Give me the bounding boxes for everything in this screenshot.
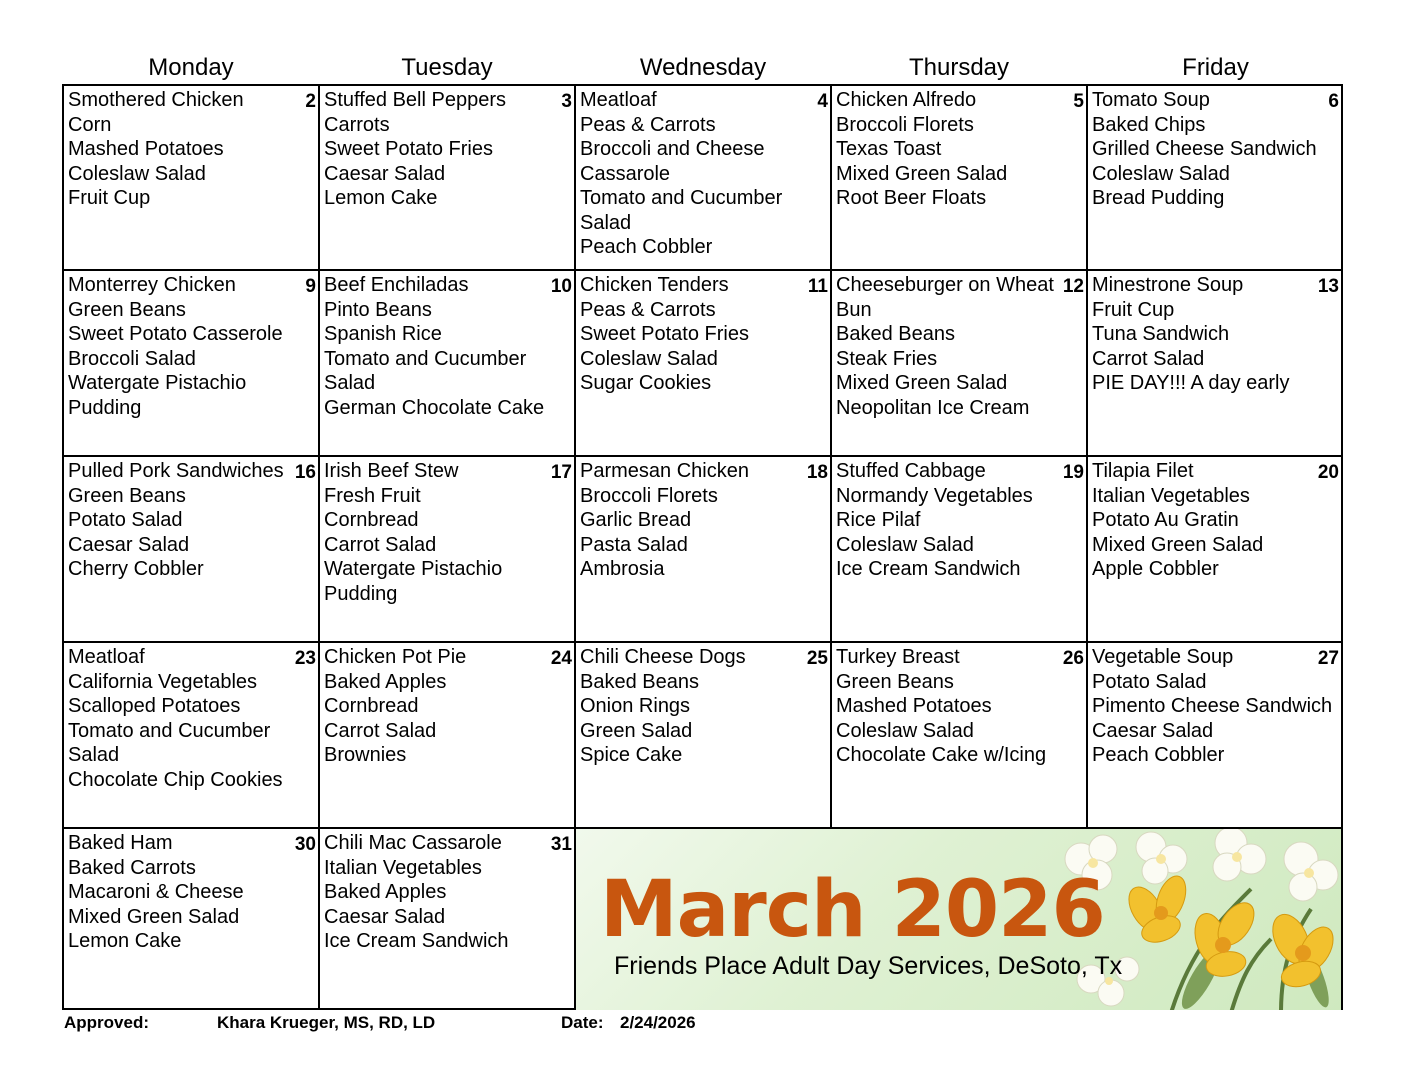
day-cell-31 xyxy=(320,829,576,1010)
date-number: 20 xyxy=(1317,462,1339,483)
menu-item: Watergate Pistachio Pudding xyxy=(68,372,247,419)
date-number: 27 xyxy=(1317,648,1339,669)
date-number: 10 xyxy=(550,276,572,297)
menu-item: Vegetable Soup xyxy=(1092,646,1234,668)
menu-item: Italian Vegetables xyxy=(324,856,482,879)
date-number: 2 xyxy=(305,91,316,112)
menu-list xyxy=(68,459,314,582)
menu-item: Caesar Salad xyxy=(324,162,446,185)
menu-item: Chocolate Chip Cookies xyxy=(68,768,283,791)
menu-item: Caesar Salad xyxy=(1092,719,1214,742)
menu-item: Sweet Potato Fries xyxy=(580,323,749,345)
menu-item: Baked Beans xyxy=(836,323,955,345)
month-banner xyxy=(576,829,1341,1010)
date-number: 5 xyxy=(1073,91,1084,112)
menu-item: Meatloaf xyxy=(580,89,657,111)
menu-item: Rice Pilaf xyxy=(836,509,921,531)
menu-item: Green Beans xyxy=(836,670,954,693)
menu-item: Cornbread xyxy=(324,509,419,531)
menu-item: Chili Cheese Dogs xyxy=(580,646,746,668)
menu-item: Watergate Pistachio Pudding xyxy=(324,558,503,605)
menu-list xyxy=(836,459,1082,582)
menu-item: Cheeseburger on Wheat Bun xyxy=(836,274,1054,321)
weekday-header xyxy=(63,52,1344,84)
menu-item: Tomato Soup xyxy=(1092,89,1210,111)
menu-list xyxy=(836,88,1082,211)
menu-item: Tomato and Cucumber Salad xyxy=(324,347,527,394)
menu-item: Carrot Salad xyxy=(1092,347,1205,370)
menu-item: Ice Cream Sandwich xyxy=(836,558,1021,580)
menu-item: Mashed Potatoes xyxy=(836,695,992,717)
date-label: Date: xyxy=(561,1013,604,1032)
menu-item: German Chocolate Cake xyxy=(324,396,545,419)
menu-item: Stuffed Bell Peppers xyxy=(324,89,506,111)
menu-item: Bread Pudding xyxy=(1092,187,1225,209)
menu-item: Spice Cake xyxy=(580,744,683,766)
menu-item: Monterrey Chicken xyxy=(68,274,236,296)
date-number: 11 xyxy=(807,276,828,297)
menu-list xyxy=(68,273,314,420)
day-cell-25 xyxy=(576,643,832,829)
menu-item: Neopolitan Ice Cream xyxy=(836,396,1030,419)
menu-item: Peach Cobbler xyxy=(580,236,713,258)
menu-item: Pimento Cheese Sandwich xyxy=(1092,695,1333,717)
menu-item: Broccoli Salad xyxy=(68,347,196,370)
day-cell-13 xyxy=(1088,271,1341,457)
menu-list xyxy=(324,88,570,211)
menu-list xyxy=(68,88,314,211)
day-cell-23 xyxy=(64,643,320,829)
menu-item: Mixed Green Salad xyxy=(836,162,1008,185)
date-number: 24 xyxy=(550,648,572,669)
day-cell-16 xyxy=(64,457,320,643)
menu-item: Meatloaf xyxy=(68,646,145,668)
menu-item: Peas & Carrots xyxy=(580,113,716,136)
menu-item: Sugar Cookies xyxy=(580,372,712,394)
menu-item: Ice Cream Sandwich xyxy=(324,930,509,952)
menu-item: PIE DAY!!! A day early xyxy=(1092,372,1290,394)
menu-item: Baked Chips xyxy=(1092,113,1206,136)
menu-item: Tuna Sandwich xyxy=(1092,323,1230,345)
day-header-wednesday: Wednesday xyxy=(639,54,767,81)
day-cell-6 xyxy=(1088,86,1341,271)
menu-item: Green Beans xyxy=(68,484,186,507)
banner-subtitle: Friends Place Adult Day Services, DeSoto, Tx xyxy=(614,952,1123,980)
menu-item: Ambrosia xyxy=(580,558,665,580)
menu-item: Chicken Tenders xyxy=(580,274,729,296)
menu-item: Texas Toast xyxy=(836,138,942,160)
date-number: 26 xyxy=(1062,648,1084,669)
menu-list xyxy=(836,645,1082,768)
menu-item: Cornbread xyxy=(324,695,419,717)
menu-item: Baked Beans xyxy=(580,670,699,693)
menu-item: Cherry Cobbler xyxy=(68,558,204,580)
menu-item: Normandy Vegetables xyxy=(836,484,1033,507)
menu-list xyxy=(580,459,826,582)
menu-item: Fruit Cup xyxy=(1092,298,1175,321)
menu-item: Chicken Pot Pie xyxy=(324,646,467,668)
menu-item: Chocolate Cake w/Icing xyxy=(836,744,1047,766)
menu-list xyxy=(68,831,314,954)
day-cell-24 xyxy=(320,643,576,829)
date-number: 30 xyxy=(294,834,316,855)
menu-item: Mixed Green Salad xyxy=(68,905,240,928)
menu-item: Spanish Rice xyxy=(324,323,442,345)
menu-list xyxy=(324,645,570,768)
menu-item: Scalloped Potatoes xyxy=(68,695,241,717)
menu-item: Coleslaw Salad xyxy=(836,719,974,742)
menu-calendar-grid xyxy=(62,84,1343,1010)
menu-item: Potato Salad xyxy=(68,509,183,531)
approver-name: Khara Krueger, MS, RD, LD xyxy=(217,1013,436,1032)
menu-item: Carrots xyxy=(324,113,390,136)
menu-item: Apple Cobbler xyxy=(1092,558,1219,580)
day-cell-11 xyxy=(576,271,832,457)
menu-item: Chicken Alfredo xyxy=(836,89,977,111)
menu-item: Parmesan Chicken xyxy=(580,460,749,482)
menu-list xyxy=(1092,459,1337,582)
menu-list xyxy=(324,273,570,420)
day-cell-27 xyxy=(1088,643,1341,829)
menu-item: Baked Apples xyxy=(324,881,447,903)
menu-item: Sweet Potato Casserole xyxy=(68,323,283,345)
day-cell-10 xyxy=(320,271,576,457)
menu-item: Baked Ham xyxy=(68,832,173,854)
date-number: 19 xyxy=(1062,462,1084,483)
day-cell-17 xyxy=(320,457,576,643)
menu-item: Caesar Salad xyxy=(324,905,446,928)
menu-item: Sweet Potato Fries xyxy=(324,138,493,160)
menu-item: Irish Beef Stew xyxy=(324,460,459,482)
menu-list xyxy=(68,645,314,792)
menu-item: Pulled Pork Sandwiches xyxy=(68,460,284,482)
day-cell-2 xyxy=(64,86,320,271)
date-number: 9 xyxy=(305,276,316,297)
date-number: 18 xyxy=(806,462,828,483)
menu-item: Broccoli and Cheese Cassarole xyxy=(580,138,765,185)
menu-item: Grilled Cheese Sandwich xyxy=(1092,138,1317,160)
menu-item: Green Salad xyxy=(580,719,693,742)
menu-item: Chili Mac Cassarole xyxy=(324,832,502,854)
day-header-friday: Friday xyxy=(1182,54,1249,81)
date-number: 4 xyxy=(817,91,828,112)
menu-item: Coleslaw Salad xyxy=(68,162,206,185)
date-number: 16 xyxy=(294,462,316,483)
day-cell-9 xyxy=(64,271,320,457)
menu-item: Macaroni & Cheese xyxy=(68,881,244,903)
menu-item: Tilapia Filet xyxy=(1092,460,1194,482)
menu-list xyxy=(580,88,826,260)
menu-list xyxy=(324,459,570,606)
menu-item: Lemon Cake xyxy=(324,187,438,209)
date-number: 31 xyxy=(550,834,572,855)
menu-item: Baked Carrots xyxy=(68,856,196,879)
approved-label: Approved: xyxy=(64,1013,149,1032)
menu-item: Caesar Salad xyxy=(68,533,190,556)
date-number: 23 xyxy=(294,648,316,669)
menu-item: Minestrone Soup xyxy=(1092,274,1244,296)
menu-item: Beef Enchiladas xyxy=(324,274,469,296)
menu-item: Fruit Cup xyxy=(68,187,151,209)
date-number: 6 xyxy=(1328,91,1339,112)
day-header-monday: Monday xyxy=(148,54,234,81)
menu-item: Tomato and Cucumber Salad xyxy=(68,719,271,766)
banner-title: March 2026 xyxy=(600,865,1105,955)
menu-item: Potato Au Gratin xyxy=(1092,509,1239,531)
menu-list xyxy=(1092,273,1337,396)
menu-item: Root Beer Floats xyxy=(836,187,987,209)
menu-item: Green Beans xyxy=(68,298,186,321)
date-number: 25 xyxy=(806,648,828,669)
menu-item: Baked Apples xyxy=(324,670,447,693)
menu-item: Mashed Potatoes xyxy=(68,138,224,160)
menu-item: Italian Vegetables xyxy=(1092,484,1250,507)
menu-item: California Vegetables xyxy=(68,670,258,693)
date-number: 17 xyxy=(550,462,572,483)
menu-item: Potato Salad xyxy=(1092,670,1207,693)
menu-item: Peach Cobbler xyxy=(1092,744,1225,766)
day-cell-19 xyxy=(832,457,1088,643)
date-number: 13 xyxy=(1317,276,1339,297)
menu-list xyxy=(1092,645,1337,768)
menu-list xyxy=(580,645,826,768)
menu-item: Lemon Cake xyxy=(68,930,182,952)
menu-list xyxy=(1092,88,1337,211)
menu-item: Pasta Salad xyxy=(580,533,688,556)
menu-item: Mixed Green Salad xyxy=(836,372,1008,394)
menu-item: Carrot Salad xyxy=(324,719,437,742)
menu-list xyxy=(580,273,826,396)
day-header-thursday: Thursday xyxy=(908,54,1010,81)
menu-list xyxy=(836,273,1082,420)
menu-list xyxy=(324,831,570,954)
date-number: 12 xyxy=(1062,276,1084,297)
day-cell-12 xyxy=(832,271,1088,457)
day-cell-30 xyxy=(64,829,320,1010)
menu-item: Carrot Salad xyxy=(324,533,437,556)
menu-item: Fresh Fruit xyxy=(324,484,421,507)
menu-item: Turkey Breast xyxy=(836,646,960,668)
menu-item: Stuffed Cabbage xyxy=(836,460,986,482)
menu-item: Smothered Chicken xyxy=(68,89,244,111)
day-header-tuesday: Tuesday xyxy=(401,54,493,81)
menu-item: Tomato and Cucumber Salad xyxy=(580,187,783,234)
day-cell-26 xyxy=(832,643,1088,829)
day-cell-20 xyxy=(1088,457,1341,643)
approval-date: 2/24/2026 xyxy=(620,1013,696,1032)
menu-item: Corn xyxy=(68,113,112,136)
day-cell-4 xyxy=(576,86,832,271)
menu-item: Garlic Bread xyxy=(580,509,692,531)
menu-item: Peas & Carrots xyxy=(580,298,716,321)
day-cell-3 xyxy=(320,86,576,271)
menu-item: Broccoli Florets xyxy=(836,113,974,136)
date-number: 3 xyxy=(561,91,572,112)
menu-item: Onion Rings xyxy=(580,695,691,717)
menu-item: Mixed Green Salad xyxy=(1092,533,1264,556)
menu-item: Coleslaw Salad xyxy=(1092,162,1230,185)
menu-item: Brownies xyxy=(324,744,407,766)
menu-item: Coleslaw Salad xyxy=(580,347,718,370)
menu-item: Broccoli Florets xyxy=(580,484,718,507)
day-cell-5 xyxy=(832,86,1088,271)
day-cell-18 xyxy=(576,457,832,643)
menu-item: Coleslaw Salad xyxy=(836,533,974,556)
menu-item: Steak Fries xyxy=(836,347,938,370)
menu-item: Pinto Beans xyxy=(324,298,432,321)
